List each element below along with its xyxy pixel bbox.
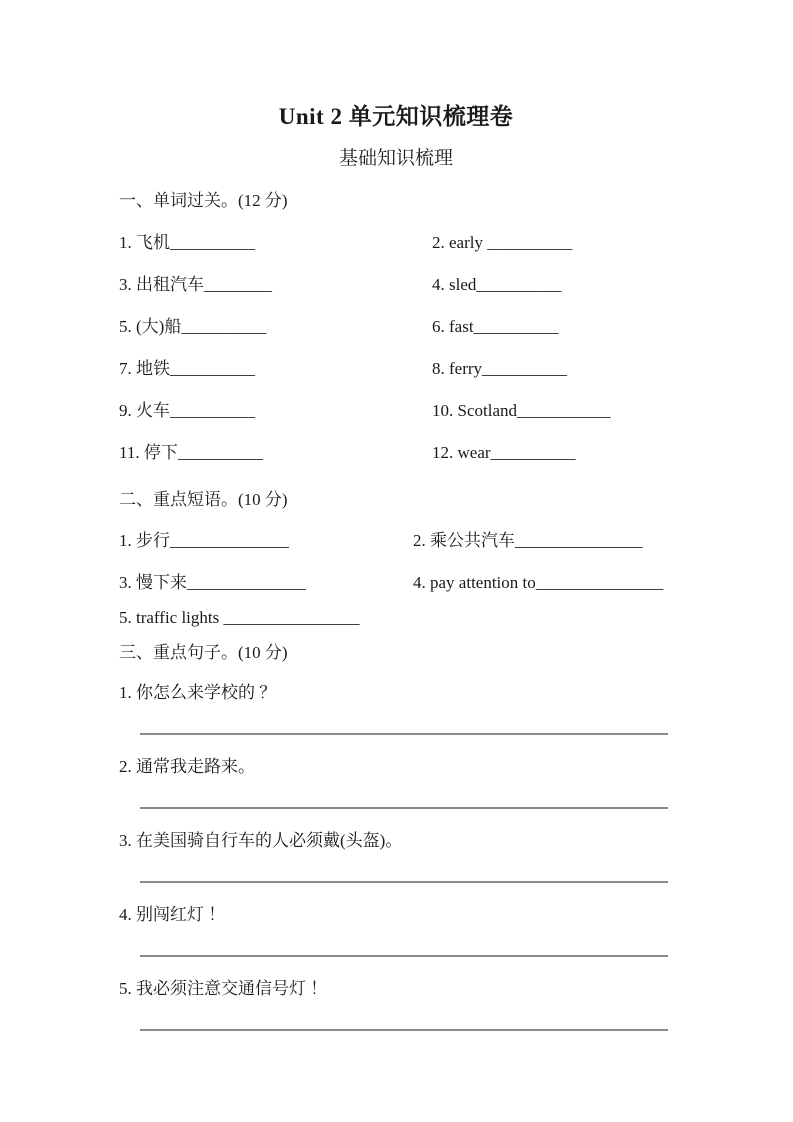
answer-line bbox=[140, 733, 668, 735]
page-subtitle: 基础知识梳理 bbox=[338, 148, 453, 169]
section-phrases bbox=[119, 530, 673, 629]
answer-line bbox=[140, 881, 668, 883]
word-row bbox=[119, 358, 673, 380]
phrase-row bbox=[119, 607, 673, 629]
word-item: 3. 出租汽车________ bbox=[119, 275, 272, 294]
word-item: 11. 停下__________ bbox=[119, 443, 263, 462]
word-row bbox=[119, 274, 673, 296]
phrase-item: 4. pay attention to_______________ bbox=[413, 573, 664, 592]
word-item: 10. Scotland___________ bbox=[432, 401, 611, 420]
phrase-row bbox=[119, 572, 673, 594]
phrase-item: 2. 乘公共汽车_______________ bbox=[413, 531, 643, 550]
sentence-item: 1. 你怎么来学校的 ？ bbox=[119, 683, 277, 702]
section-words-heading: 一、单词过关。(12 分) bbox=[119, 191, 288, 210]
answer-line bbox=[140, 955, 668, 957]
word-item: 5. (大)船__________ bbox=[119, 317, 267, 336]
word-row bbox=[119, 232, 673, 254]
section-words bbox=[119, 232, 673, 464]
word-item: 12. wear__________ bbox=[432, 443, 576, 462]
phrase-row bbox=[119, 530, 673, 552]
answer-line bbox=[140, 807, 668, 809]
answer-line bbox=[140, 1029, 668, 1031]
word-item: 2. early __________ bbox=[432, 233, 573, 252]
word-item: 8. ferry__________ bbox=[432, 359, 568, 378]
word-item: 6. fast__________ bbox=[432, 317, 559, 336]
phrase-item: 1. 步行______________ bbox=[119, 531, 289, 550]
sentence-item: 4. 别闯红灯 ！ bbox=[119, 905, 226, 924]
word-item: 4. sled__________ bbox=[432, 275, 562, 294]
sentence-item: 3. 在美国骑自行车的人必须戴(头盔)。 bbox=[119, 831, 403, 850]
section-sentences-heading: 三、重点句子。(10 分) bbox=[119, 643, 288, 662]
word-item: 1. 飞机__________ bbox=[119, 233, 255, 252]
word-row bbox=[119, 400, 673, 422]
word-row bbox=[119, 442, 673, 464]
phrase-item: 5. traffic lights ________________ bbox=[119, 608, 360, 627]
word-item: 7. 地铁__________ bbox=[119, 359, 255, 378]
sentence-item: 2. 通常我走路来。 bbox=[119, 757, 255, 776]
word-row bbox=[119, 316, 673, 338]
section-phrases-heading: 二、重点短语。(10 分) bbox=[119, 490, 288, 509]
word-item: 9. 火车__________ bbox=[119, 401, 255, 420]
page-title: Unit 2 单元知识梳理卷 bbox=[278, 104, 514, 129]
phrase-item: 3. 慢下来______________ bbox=[119, 573, 306, 592]
section-sentences bbox=[119, 682, 673, 1031]
sentence-item: 5. 我必须注意交通信号灯 ！ bbox=[119, 979, 328, 998]
